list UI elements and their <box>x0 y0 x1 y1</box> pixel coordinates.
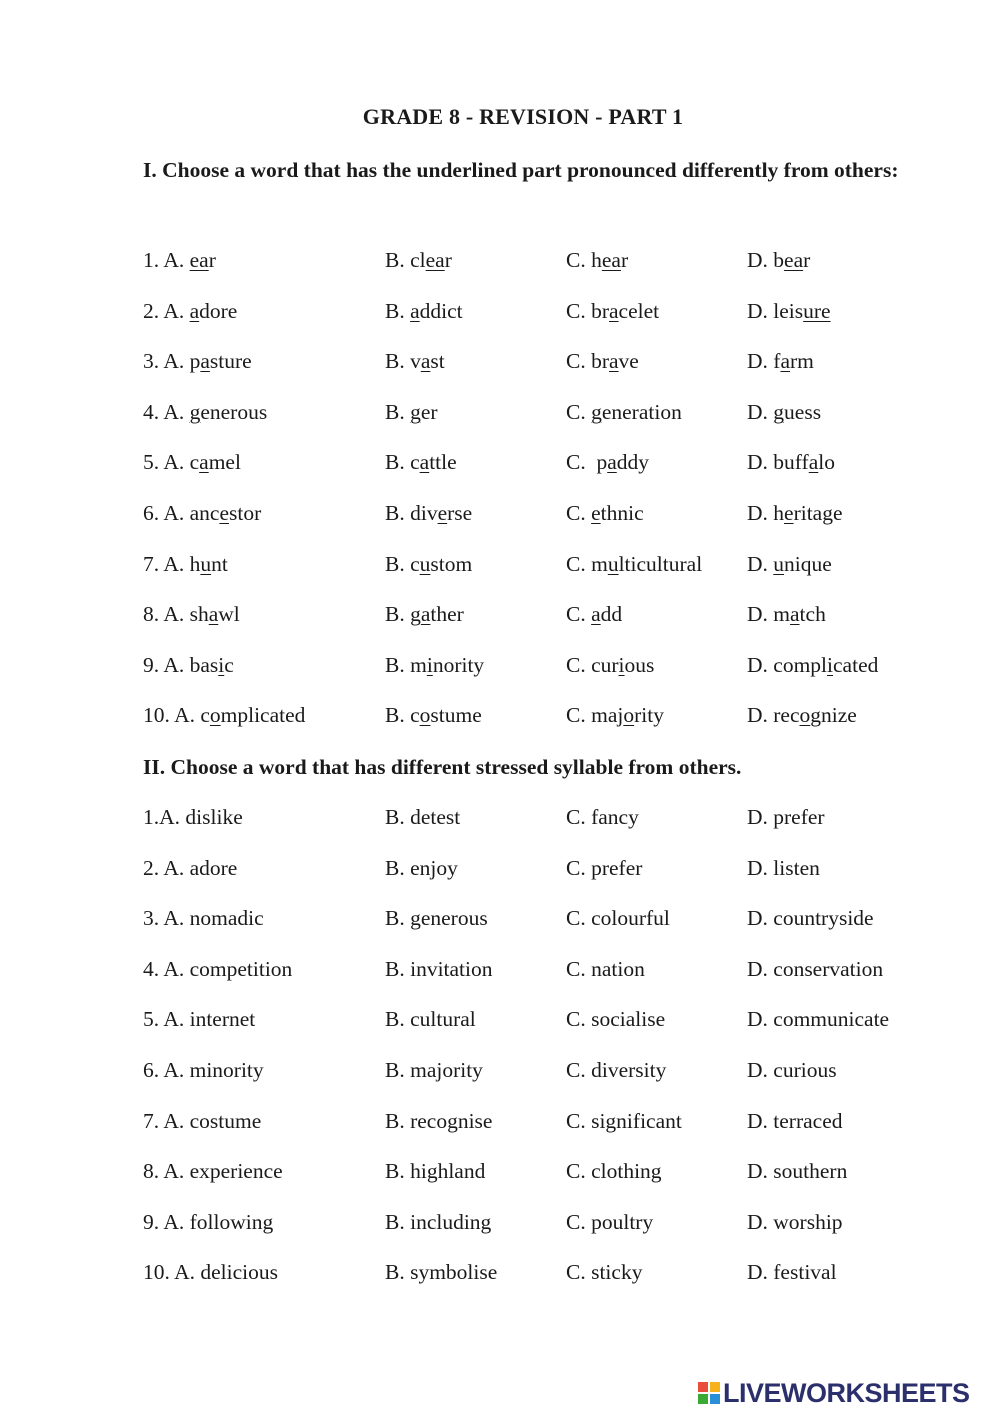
question-row <box>0 1109 1000 1139</box>
option-a <box>143 602 240 627</box>
option-text: thnic <box>600 501 644 525</box>
option-d: D. listen <box>747 855 820 880</box>
underlined-part: a <box>790 602 800 627</box>
option-text: C. br <box>566 298 609 323</box>
option-c <box>566 349 639 374</box>
option-d <box>747 653 878 678</box>
option-d: D. terraced <box>747 1108 843 1133</box>
underlined-part: o <box>419 703 431 728</box>
option-a <box>143 400 267 425</box>
option-d: D. prefer <box>747 805 825 829</box>
option-text: C. <box>566 501 592 525</box>
underlined-part: o <box>209 703 221 728</box>
underlined-part: e <box>591 501 601 525</box>
option-text: ttle <box>429 450 457 475</box>
question-row <box>0 1159 1000 1189</box>
option-text: gnize <box>810 703 857 728</box>
option-b <box>385 400 438 425</box>
option-text: stume <box>430 703 482 728</box>
option-b <box>385 703 482 728</box>
option-text: r <box>208 248 216 272</box>
underlined-part: g <box>410 399 421 424</box>
underlined-part: o <box>623 703 635 728</box>
option-c: C. clothing <box>566 1159 662 1184</box>
option-text: r <box>444 248 452 272</box>
underlined-part: ea <box>425 248 445 272</box>
question-row <box>0 906 1000 936</box>
option-text: 9. A. bas <box>143 652 219 677</box>
option-a: 5. A. internet <box>143 1007 256 1032</box>
question-row <box>0 450 1000 480</box>
option-c: C. fancy <box>566 805 639 829</box>
option-c: C. diversity <box>566 1058 667 1082</box>
option-text: rity <box>634 703 664 728</box>
underlined-part: a <box>609 349 619 374</box>
option-d <box>747 602 826 627</box>
question-row <box>0 501 1000 531</box>
option-d <box>747 552 832 577</box>
option-b: B. including <box>385 1209 492 1234</box>
option-a <box>143 653 234 678</box>
question-row <box>0 400 1000 430</box>
option-d <box>747 703 857 728</box>
underlined-part: a <box>208 602 219 627</box>
option-b <box>385 248 452 273</box>
option-text: B. <box>385 298 411 323</box>
underlined-part: a <box>189 298 200 323</box>
underlined-part: ure <box>803 298 831 323</box>
underlined-part: u <box>200 551 212 576</box>
option-text: C. h <box>566 248 602 272</box>
option-text: D. rec <box>747 703 800 728</box>
option-a <box>143 299 237 324</box>
underlined-part: o <box>799 703 811 728</box>
question-row <box>0 1058 1000 1088</box>
underlined-part: ea <box>784 248 804 272</box>
section-2-heading: II. Choose a word that has different stressed syllable from others. <box>143 755 742 779</box>
option-text: dd <box>600 602 623 627</box>
question-row <box>0 1260 1000 1290</box>
question-row <box>0 653 1000 683</box>
option-text: uess <box>784 399 822 424</box>
option-text: wl <box>218 602 240 627</box>
option-text: rm <box>789 349 814 374</box>
option-text: nority <box>432 652 485 677</box>
underlined-part: a <box>420 349 431 374</box>
option-d <box>747 248 810 273</box>
option-text: ther <box>430 602 464 627</box>
option-text: B. c <box>385 551 420 576</box>
option-text: 6. A. anc <box>143 501 220 525</box>
underlined-part: a <box>200 349 210 374</box>
question-row <box>0 805 1000 835</box>
option-b <box>385 349 445 374</box>
option-b <box>385 450 457 475</box>
underlined-part: i <box>218 652 225 677</box>
option-c <box>566 653 654 678</box>
question-row <box>0 856 1000 886</box>
option-c: C. colourful <box>566 906 670 931</box>
option-text: r <box>803 248 811 272</box>
option-a <box>143 501 261 526</box>
option-text: tch <box>799 602 826 627</box>
question-row <box>0 957 1000 987</box>
option-a: 10. A. delicious <box>143 1260 278 1285</box>
option-c: C. prefer <box>566 855 643 880</box>
option-text: B. g <box>385 602 421 627</box>
underlined-part: u <box>419 551 431 576</box>
underlined-part: a <box>609 298 619 323</box>
option-a <box>143 552 228 577</box>
option-text: er <box>420 399 438 424</box>
option-text: 3. A. p <box>143 349 201 374</box>
option-text: C. maj <box>566 703 624 728</box>
option-text: 4. A. <box>143 399 190 424</box>
liveworksheets-logo-icon <box>697 1381 721 1405</box>
option-text: mel <box>208 450 241 475</box>
option-a: 2. A. adore <box>143 855 238 880</box>
option-d <box>747 349 814 374</box>
option-d: D. communicate <box>747 1007 890 1032</box>
option-text: c <box>224 652 234 677</box>
underlined-part: a <box>607 450 617 475</box>
option-text: lo <box>818 450 835 475</box>
question-row <box>0 703 1000 733</box>
option-a <box>143 703 305 728</box>
option-b <box>385 653 484 678</box>
option-a: 8. A. experience <box>143 1159 283 1184</box>
option-text: mplicated <box>220 703 306 728</box>
option-a: 1.A. dislike <box>143 805 243 829</box>
option-d <box>747 400 821 425</box>
option-a: 3. A. nomadic <box>143 906 264 931</box>
section-1-heading: I. Choose a word that has the underlined part pronounced differently from others: <box>143 158 899 182</box>
underlined-part: i <box>827 652 834 677</box>
option-a <box>143 248 216 273</box>
option-text: ddy <box>616 450 650 475</box>
option-c <box>566 602 622 627</box>
option-b <box>385 299 463 324</box>
option-a <box>143 450 241 475</box>
option-d <box>747 501 843 526</box>
option-c <box>566 400 682 425</box>
option-b: B. highland <box>385 1159 486 1184</box>
option-text: B. c <box>385 450 420 475</box>
option-text: enerous <box>200 399 268 424</box>
underlined-part: a <box>410 298 420 323</box>
watermark-text: LIVEWORKSHEETS <box>723 1377 970 1408</box>
option-text: r <box>620 248 629 272</box>
underlined-part: a <box>419 450 430 475</box>
option-text: B. c <box>385 703 420 728</box>
underlined-part: i <box>618 652 625 677</box>
option-text: B. m <box>385 652 427 677</box>
option-text: D. <box>747 551 774 576</box>
option-text: celet <box>618 298 660 323</box>
liveworksheets-watermark <box>697 1378 970 1408</box>
underlined-part: e <box>784 501 794 525</box>
option-text: 2. A. <box>143 298 190 323</box>
underlined-part: g <box>591 399 602 424</box>
option-text: C. p <box>566 450 608 475</box>
underlined-part: g <box>189 399 201 424</box>
option-c: C. poultry <box>566 1209 654 1234</box>
underlined-part: a <box>808 450 819 475</box>
option-text: 8. A. sh <box>143 602 209 627</box>
option-text: nique <box>784 551 832 576</box>
option-text: D. leis <box>747 298 804 323</box>
underlined-part: ea <box>601 248 621 272</box>
question-row <box>0 1007 1000 1037</box>
option-text: D. f <box>747 349 781 374</box>
option-a: 4. A. competition <box>143 956 293 981</box>
option-text: ddict <box>419 298 463 323</box>
option-b: B. majority <box>385 1058 483 1082</box>
option-text: C. <box>566 602 592 627</box>
option-d: D. southern <box>747 1159 848 1184</box>
underlined-part: a <box>591 602 601 627</box>
option-a <box>143 349 252 374</box>
option-text: st <box>430 349 445 374</box>
option-a: 6. A. minority <box>143 1058 264 1082</box>
question-row <box>0 248 1000 278</box>
option-a: 9. A. following <box>143 1209 274 1234</box>
option-c <box>566 248 628 273</box>
underlined-part: ea <box>189 248 209 272</box>
option-d: D. conservation <box>747 956 884 981</box>
option-text: rse <box>447 501 473 525</box>
option-text: C. cur <box>566 652 619 677</box>
underlined-part: e <box>219 501 229 525</box>
option-c: C. nation <box>566 956 645 981</box>
option-text: D. compl <box>747 652 828 677</box>
underlined-part: a <box>199 450 209 475</box>
option-d: D. countryside <box>747 906 874 931</box>
underlined-part: u <box>607 551 619 576</box>
question-row <box>0 1210 1000 1240</box>
option-c: C. socialise <box>566 1007 666 1032</box>
option-a: 7. A. costume <box>143 1108 262 1133</box>
option-c <box>566 552 702 577</box>
option-b: B. cultural <box>385 1007 476 1032</box>
option-text: sture <box>209 349 252 374</box>
option-text: B. v <box>385 349 421 374</box>
option-b <box>385 552 472 577</box>
option-c <box>566 450 649 475</box>
question-row <box>0 552 1000 582</box>
option-b <box>385 501 472 526</box>
option-c: C. sticky <box>566 1260 643 1285</box>
option-d <box>747 299 831 324</box>
option-text: C. m <box>566 551 608 576</box>
option-text: nt <box>211 551 228 576</box>
option-d <box>747 450 835 475</box>
option-text: dore <box>199 298 238 323</box>
option-text: cated <box>833 652 879 677</box>
option-text: stor <box>228 501 262 525</box>
option-b: B. symbolise <box>385 1260 498 1285</box>
option-text: D. buff <box>747 450 809 475</box>
option-c <box>566 703 664 728</box>
option-b: B. detest <box>385 805 461 829</box>
page-title: GRADE 8 - REVISION - PART 1 <box>362 104 684 129</box>
option-text: 10. A. c <box>143 703 210 728</box>
option-text: 5. A. c <box>143 450 200 475</box>
underlined-part: u <box>773 551 785 576</box>
option-text: B. <box>385 399 411 424</box>
option-text: C. br <box>566 349 609 374</box>
option-text: C. <box>566 399 592 424</box>
option-text: ritage <box>793 501 843 525</box>
option-text: B. div <box>385 501 438 525</box>
option-b <box>385 602 464 627</box>
option-c: C. significant <box>566 1108 682 1133</box>
option-text: lticultural <box>618 551 703 576</box>
underlined-part: a <box>780 349 790 374</box>
option-b: B. generous <box>385 906 488 931</box>
option-text: D. h <box>747 501 785 525</box>
option-c <box>566 299 659 324</box>
option-text: eneration <box>601 399 682 424</box>
option-text: ve <box>618 349 639 374</box>
question-row <box>0 349 1000 379</box>
option-d: D. festival <box>747 1260 837 1285</box>
option-b: B. invitation <box>385 956 493 981</box>
underlined-part: a <box>420 602 431 627</box>
question-row <box>0 299 1000 329</box>
option-text: 7. A. h <box>143 551 201 576</box>
question-row <box>0 602 1000 632</box>
option-d: D. worship <box>747 1209 843 1234</box>
option-d: D. curious <box>747 1058 837 1082</box>
option-text: stom <box>430 551 473 576</box>
option-text: ous <box>624 652 655 677</box>
option-text: B. cl <box>385 248 426 272</box>
option-c <box>566 501 644 526</box>
option-text: 1. A. <box>143 248 190 272</box>
option-b: B. recognise <box>385 1108 493 1133</box>
option-b: B. enjoy <box>385 855 458 880</box>
underlined-part: g <box>773 399 785 424</box>
option-text: D. m <box>747 602 790 627</box>
underlined-part: i <box>426 652 433 677</box>
underlined-part: e <box>437 501 448 525</box>
option-text: D. <box>747 399 774 424</box>
option-text: D. b <box>747 248 785 272</box>
